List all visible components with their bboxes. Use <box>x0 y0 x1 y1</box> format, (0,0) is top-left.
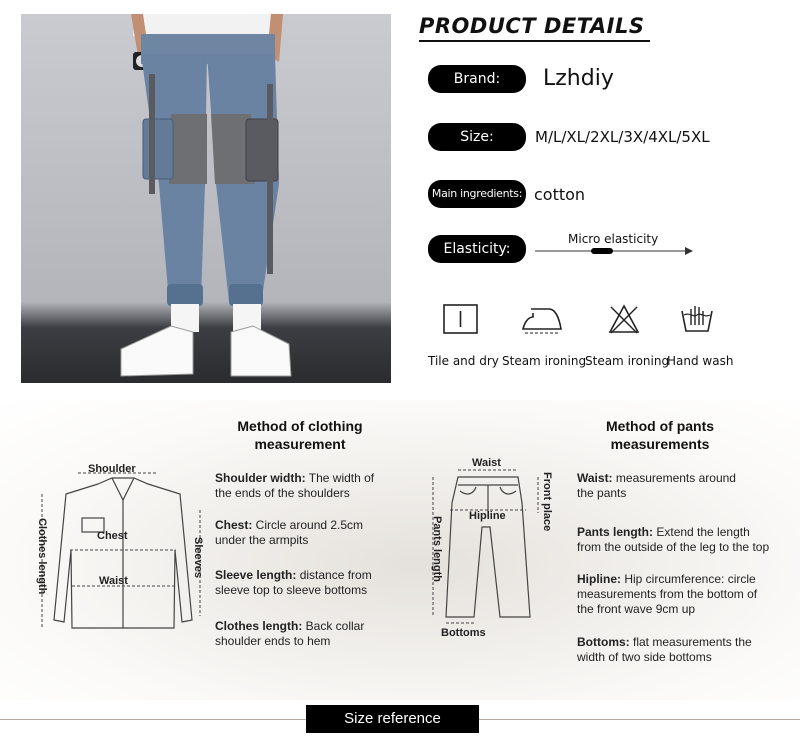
ingredients-value: cotton <box>534 185 586 204</box>
clothing-desc-length: Clothes length: Back collar shoulder ends to hem <box>215 619 365 648</box>
clothing-desc-sleeve: Sleeve length: distance from sleeve top to sleeve bottoms <box>215 568 372 597</box>
tile-dry-icon <box>443 303 479 335</box>
care-label-1: Tile and dry <box>428 354 499 368</box>
pants-method-title: Method of pants measurements <box>605 418 715 452</box>
bottoms-label: Bottoms <box>441 627 486 639</box>
sleeves-label: Sleeves <box>192 537 204 578</box>
care-label-4: Hand wash <box>667 354 734 368</box>
size-reference-tab: Size reference <box>306 705 479 733</box>
pants-desc-waist: Waist: measurements around the pants <box>577 471 736 500</box>
care-label-2: Steam ironing <box>502 354 587 368</box>
product-details-title: PRODUCT DETAILS <box>419 14 645 38</box>
steam-iron-icon <box>519 303 563 335</box>
elasticity-value: Micro elasticity <box>568 232 659 246</box>
no-steam-iron-icon <box>607 303 641 335</box>
hipline-label: Hipline <box>469 510 506 522</box>
clothing-desc-chest: Chest: Circle around 2.5cm under the armpits <box>215 518 364 547</box>
hand-wash-icon <box>680 303 714 335</box>
clothes-length-label: Clothes length <box>36 518 48 595</box>
pants-desc-bottoms: Bottoms: flat measurements the width of two side bottoms <box>577 635 752 664</box>
shirt-diagram <box>30 470 215 640</box>
clothing-method-title: Method of clothing measurement <box>237 418 363 452</box>
brand-value: Lzhdiy <box>543 66 614 91</box>
pants-desc-hipline: Hipline: Hip circumference: circle measurements from the bottom of the front wave 9cm up <box>577 572 758 616</box>
shoulder-label: Shoulder <box>88 463 136 475</box>
pants-desc-length: Pants length: Extend the length from the outside of the leg to the top <box>577 525 770 554</box>
elasticity-scale <box>533 244 695 258</box>
size-value: M/L/XL/2XL/3X/4XL/5XL <box>535 128 710 146</box>
elasticity-label: Elasticity: <box>428 235 526 263</box>
pants-length-label: Pants length <box>431 516 443 583</box>
pants-waist-label: Waist <box>472 457 501 469</box>
clothing-desc-shoulder: Shoulder width: The width of the ends of the shoulders <box>215 471 375 500</box>
waist-label: Waist <box>99 575 128 587</box>
front-place-label: Front place <box>541 472 553 532</box>
size-label: Size: <box>428 123 526 151</box>
care-label-3: Steam ironing <box>585 354 670 368</box>
ingredients-label: Main ingredients: <box>428 180 526 208</box>
title-underline <box>419 40 650 42</box>
brand-label: Brand: <box>428 65 526 93</box>
chest-label: Chest <box>97 530 128 542</box>
product-photo <box>21 14 391 383</box>
